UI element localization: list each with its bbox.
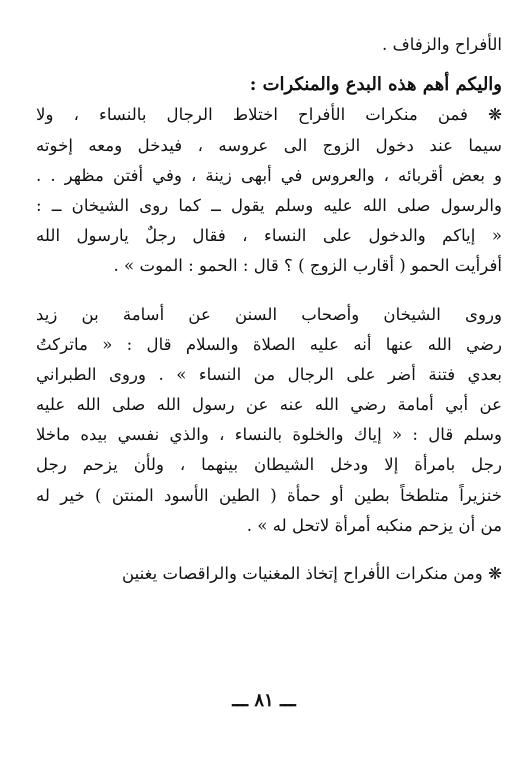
- text-line: ❋ ومن منكرات الأفراح إتخاذ المغنيات والراقصات يغنين: [122, 564, 502, 583]
- text-line: خنزيراً متلطخاً بطين أو حمأة ( الطين الأسود المنتن ) خير له: [36, 485, 502, 505]
- text-line: سيما عند دخول الزوج الى عروسه ، فيدخل ومعه إخوته: [36, 135, 502, 155]
- page-number: ـــ ٨١ ـــ: [232, 690, 296, 711]
- text-line: رضي الله عنها أنه عليه الصلاة والسلام قال : « ماتركتُ: [36, 334, 502, 354]
- text-line: ❋ فمن منكرات الأفراح اختلاط الرجال بالنساء ، ولا: [36, 105, 502, 125]
- text-line: وسلم قال : « إياك والخلوة بالنساء ، والذي نفسي بيده ماخلا: [36, 425, 502, 445]
- spacer: [36, 282, 502, 300]
- text-line: « إياكم والدخول على النساء ، فقال رجلٌ يارسول الله: [36, 226, 502, 246]
- paragraph-hadith: [36, 300, 502, 542]
- paragraph-mixing: [36, 100, 502, 281]
- text-line: رجل بامرأة إلا ودخل الشيطان بينهما ، ولأن يزحم رجل: [36, 455, 502, 475]
- text-line: عن أبي أمامة رضي الله عنه عن رسول الله صلى الله عليه: [36, 395, 502, 415]
- text-line: بعدي فتنة أضر على الرجال من النساء » . وروى الطبراني: [36, 364, 502, 384]
- text-line: أفرأيت الحمو ( أقارب الزوج ) ؟ قال : الحمو : الموت » .: [113, 256, 502, 276]
- spacer: [36, 541, 502, 559]
- section-heading: واليكم أهم هذه البدع والمنكرات :: [249, 74, 502, 96]
- paragraph-singers: [36, 559, 502, 589]
- spacer: [36, 60, 502, 70]
- text-line: والرسول صلى الله عليه وسلم يقول ــ كما روى الشيخان ــ :: [36, 195, 502, 215]
- text-line: وروى الشيخان وأصحاب السنن عن أسامة بن زيد: [36, 304, 502, 324]
- text-line: و بعض أقربائه ، والعروس في أبهى زينة ، وفي أفتن مظهر . .: [36, 165, 502, 185]
- text-line: من أن يزحم منكبه أمرأة لاتحل له » .: [246, 515, 502, 535]
- section-title-line: الأفراح والزفاف .: [382, 35, 502, 54]
